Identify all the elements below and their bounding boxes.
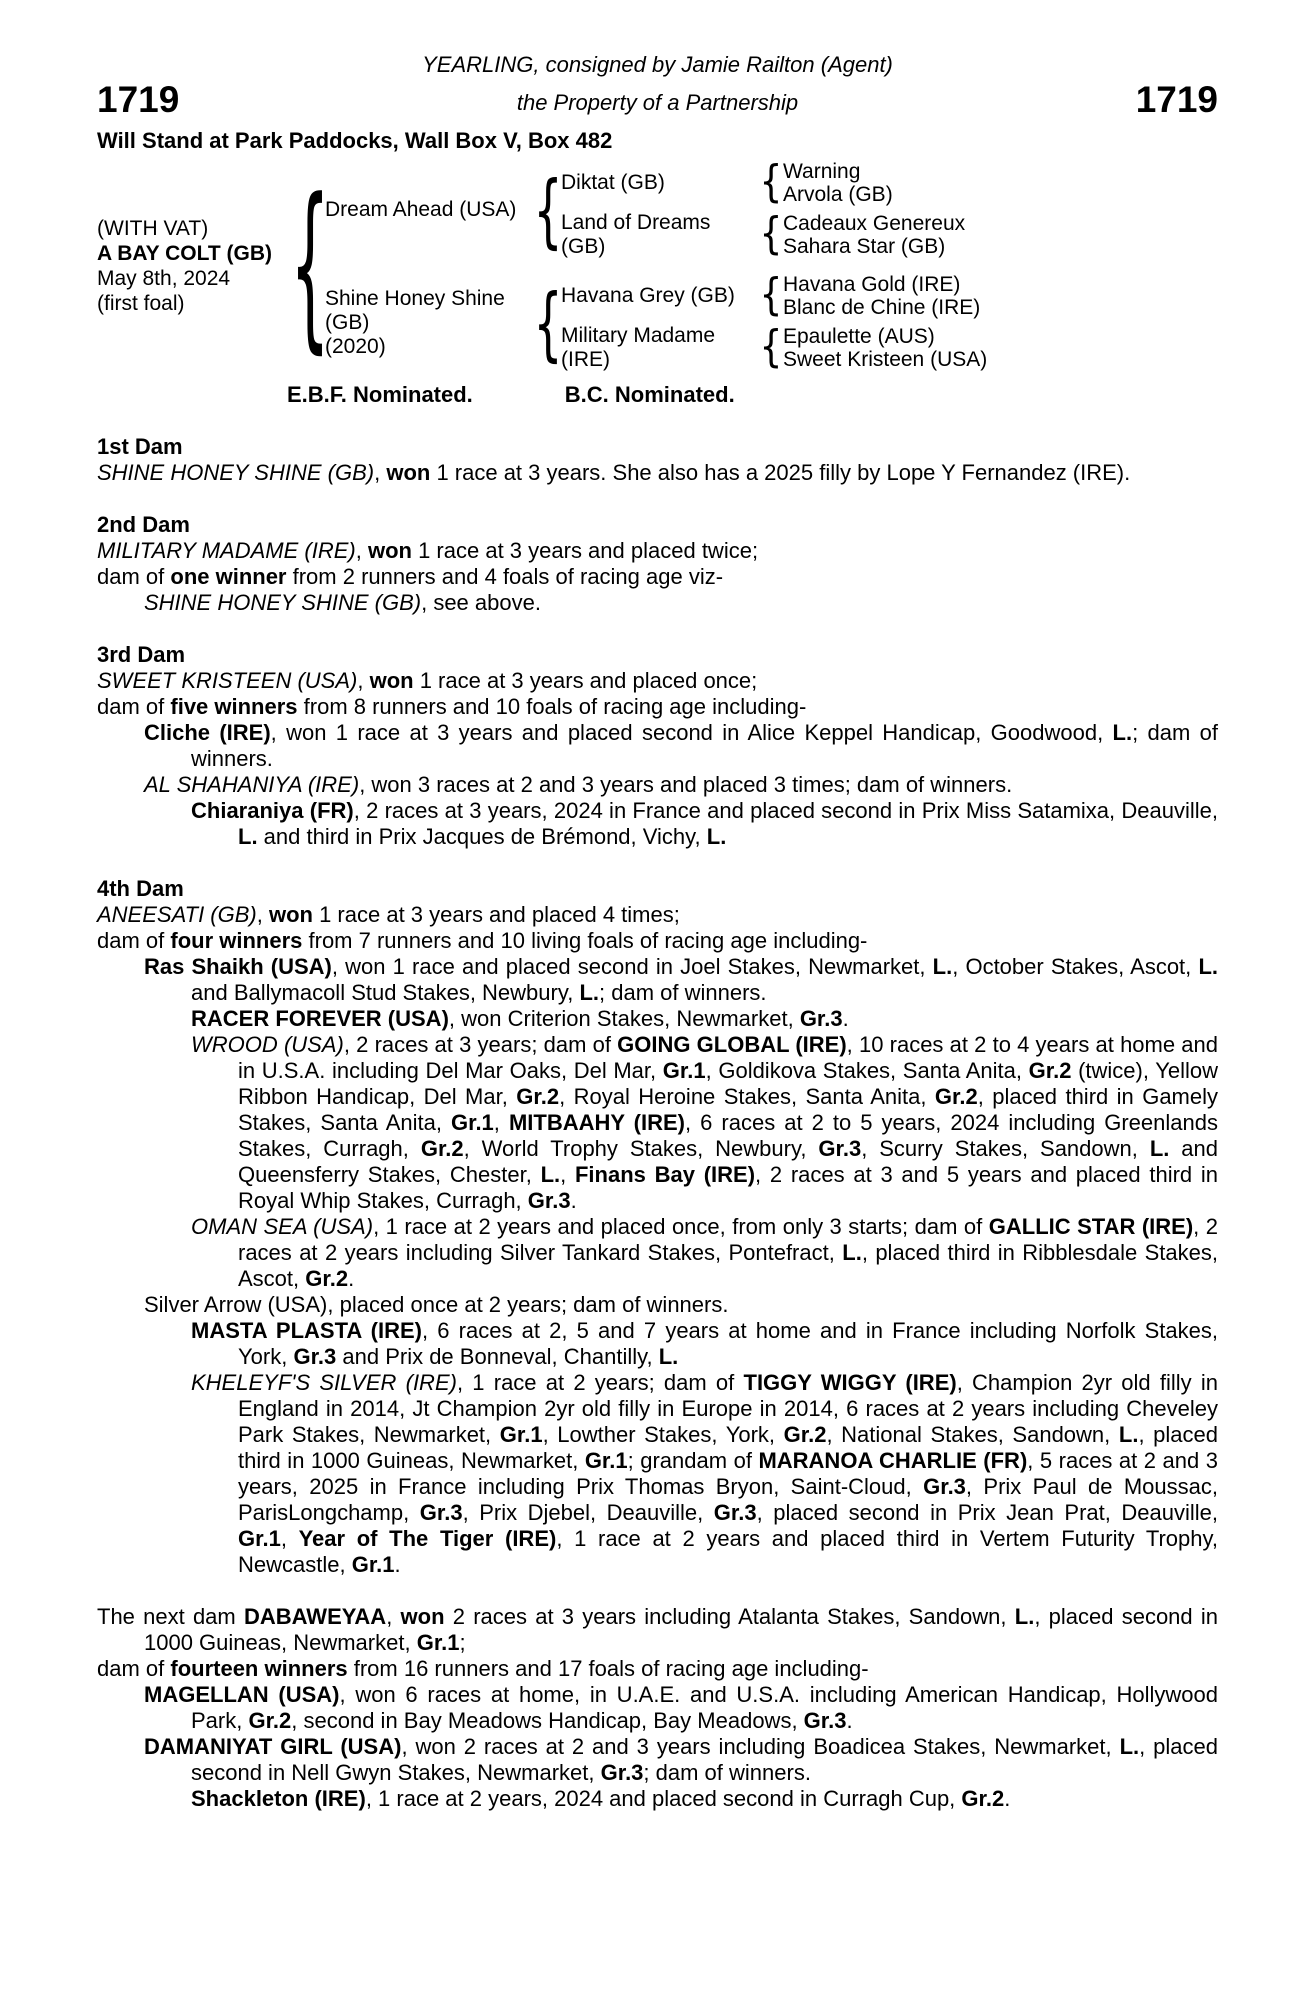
text-segment: five winners xyxy=(170,694,298,719)
pedigree-table xyxy=(97,160,1218,372)
pedigree-paragraph xyxy=(97,564,1218,590)
text-segment: L. xyxy=(932,954,953,979)
text-segment: and Prix de Bonneval, Chantilly, xyxy=(336,1344,659,1369)
text-segment: Gr.2 xyxy=(420,1136,464,1161)
text-segment: L. xyxy=(1112,720,1133,745)
text-segment: , Royal Heroine Stakes, Santa Anita, xyxy=(559,1084,935,1109)
text-segment: from 7 runners and 10 living foals of racing age including- xyxy=(302,928,868,953)
text-segment: , placed second in Prix Jean Prat, Deauville, xyxy=(756,1500,1218,1525)
text-segment: , xyxy=(374,460,387,485)
text-segment: , Goldikova Stakes, Santa Anita, xyxy=(705,1058,1029,1083)
foal-date: May 8th, 2024 xyxy=(97,266,231,290)
text-segment: , xyxy=(357,668,370,693)
text-segment: , 2 races at 3 years; dam of xyxy=(343,1032,618,1057)
bc-nomination: B.C. Nominated. xyxy=(564,382,735,407)
text-segment: ; xyxy=(459,1630,466,1655)
pedigree-paragraph xyxy=(97,1214,1218,1292)
granddam-name: Military Madame (IRE) xyxy=(561,324,716,371)
great-granddam-name: Sahara Star (GB) xyxy=(783,235,946,258)
dam-year: (2020) xyxy=(325,334,386,358)
granddam-row xyxy=(561,211,1218,259)
text-segment: , Prix Djebel, Deauville, xyxy=(462,1500,714,1525)
text-segment: , xyxy=(355,538,368,563)
section-heading: 4th Dam xyxy=(97,876,184,901)
text-segment: , 2 races at 3 and 5 years and placed third in Royal Whip Stakes, Curragh, xyxy=(238,1162,1219,1213)
text-segment: Gr.3 xyxy=(293,1344,337,1369)
text-segment: SHINE HONEY SHINE (GB) xyxy=(97,460,375,485)
text-segment: Cliche (IRE) xyxy=(144,720,271,745)
text-segment: OMAN SEA (USA) xyxy=(191,1214,374,1239)
text-segment: MAGELLAN (USA) xyxy=(144,1682,340,1707)
section-heading: 2nd Dam xyxy=(97,512,190,537)
text-segment: Gr.3 xyxy=(600,1760,644,1785)
pedigree-paragraph xyxy=(97,1734,1218,1786)
text-segment: . xyxy=(348,1266,355,1291)
text-segment: , xyxy=(256,902,269,927)
text-segment: Gr.3 xyxy=(419,1500,463,1525)
text-segment: Gr.1 xyxy=(662,1058,706,1083)
text-segment: , 1 race at 2 years, 2024 and placed second in Curragh Cup, xyxy=(365,1786,962,1811)
text-segment: won xyxy=(386,460,431,485)
grandsire-row xyxy=(561,160,1218,206)
pedigree-paragraph xyxy=(97,694,1218,720)
text-segment: , 10 races at 2 to 4 years at home and in U.S.A. including Del Mar Oaks, Del Mar, xyxy=(238,1032,1218,1083)
text-segment: The next dam xyxy=(97,1604,244,1629)
text-segment: ; dam of winners. xyxy=(643,1760,811,1785)
text-segment: four winners xyxy=(170,928,303,953)
dam-section xyxy=(97,512,1218,616)
text-segment: , xyxy=(386,1604,401,1629)
text-segment: one winner xyxy=(170,564,287,589)
text-segment: Ras Shaikh (USA) xyxy=(144,954,332,979)
text-segment: , placed third in Gamely Stakes, Santa Anita, xyxy=(238,1084,1219,1135)
text-segment: DABAWEYAA xyxy=(243,1604,387,1629)
granddam-name: Land of Dreams (GB) xyxy=(561,211,711,258)
text-segment: L. xyxy=(1198,954,1218,979)
lot-row xyxy=(97,80,1218,120)
text-segment: , won 1 race at 3 years and placed second in Alice Keppel Handicap, Goodwood, xyxy=(270,720,1113,745)
text-segment: SHINE HONEY SHINE (GB) xyxy=(144,590,422,615)
text-segment: dam of xyxy=(97,928,171,953)
pedigree-brace-icon xyxy=(759,284,783,308)
ebf-nomination: E.B.F. Nominated. xyxy=(287,382,473,407)
pedigree-brace-icon xyxy=(535,198,561,222)
text-segment: , 1 race at 2 years; dam of xyxy=(456,1370,744,1395)
text-segment: Gr.1 xyxy=(238,1526,281,1551)
text-segment: DAMANIYAT GIRL (USA) xyxy=(144,1734,402,1759)
text-segment: GOING GLOBAL (IRE) xyxy=(617,1032,847,1057)
text-segment: , 6 races at 2, 5 and 7 years at home and in France including Norfolk Stakes, York, xyxy=(238,1318,1219,1369)
text-segment: RACER FOREVER (USA) xyxy=(191,1006,449,1031)
text-segment: L. xyxy=(1014,1604,1035,1629)
text-segment: WROOD (USA) xyxy=(191,1032,344,1057)
text-segment: Gr.1 xyxy=(450,1110,494,1135)
text-segment: . xyxy=(842,1006,849,1031)
text-segment: (twice), Yellow Ribbon Handicap, Del Mar, xyxy=(238,1058,1218,1109)
text-segment: . xyxy=(570,1188,577,1213)
text-segment: MARANOA CHARLIE (FR) xyxy=(758,1448,1028,1473)
text-segment: Chiaraniya (FR) xyxy=(191,798,354,823)
text-segment: won xyxy=(268,902,313,927)
text-segment: , won 2 races at 2 and 3 years including Boadicea Stakes, Newmarket, xyxy=(401,1734,1120,1759)
text-segment: Gr.2 xyxy=(248,1708,292,1733)
text-segment: from 2 runners and 4 foals of racing age viz- xyxy=(286,564,724,589)
horse-name: A BAY COLT (GB) xyxy=(97,241,273,265)
dam-section xyxy=(97,1604,1218,1812)
text-segment: , placed second in 1000 Guineas, Newmarket, xyxy=(144,1604,1219,1655)
text-segment: dam of xyxy=(97,1656,171,1681)
text-segment: Gr.1 xyxy=(416,1630,460,1655)
text-segment: . xyxy=(846,1708,853,1733)
text-segment: Gr.2 xyxy=(961,1786,1005,1811)
pedigree-paragraph xyxy=(97,1006,1218,1032)
text-segment: 1 race at 3 years. She also has a 2025 filly by Lope Y Fernandez (IRE). xyxy=(430,460,1131,485)
text-segment: L. xyxy=(658,1344,679,1369)
text-segment: Gr.2 xyxy=(305,1266,349,1291)
text-segment: , October Stakes, Ascot, xyxy=(952,954,1199,979)
pedigree-brace-icon xyxy=(759,336,783,360)
text-segment: and Ballymacoll Stud Stakes, Newbury, xyxy=(191,980,580,1005)
pedigree-paragraph xyxy=(97,1656,1218,1682)
text-segment: , xyxy=(560,1162,575,1187)
text-segment: GALLIC STAR (IRE) xyxy=(988,1214,1194,1239)
dam-block xyxy=(325,273,1218,372)
text-segment: AL SHAHANIYA (IRE) xyxy=(144,772,360,797)
text-segment: , 5 races at 2 and 3 years, 2025 in France including Prix Thomas Bryon, Saint-Cloud, xyxy=(238,1448,1218,1499)
text-segment: Year of The Tiger (IRE) xyxy=(298,1526,557,1551)
text-segment: , 1 race at 2 years and placed third in Vertem Futurity Trophy, Newcastle, xyxy=(238,1526,1218,1577)
lot-number-right: 1719 xyxy=(1135,79,1218,120)
text-segment: . xyxy=(394,1552,401,1577)
text-segment: , placed third in Ribblesdale Stakes, Ascot, xyxy=(238,1240,1218,1291)
text-segment: SWEET KRISTEEN (USA) xyxy=(97,668,358,693)
text-segment: , National Stakes, Sandown, xyxy=(826,1422,1119,1447)
stand-location: Will Stand at Park Paddocks, Wall Box V, Box 482 xyxy=(97,128,613,153)
pedigree-paragraph xyxy=(97,954,1218,1006)
text-segment: dam of xyxy=(97,564,171,589)
text-segment: Gr.3 xyxy=(527,1188,571,1213)
text-segment: , 2 races at 3 years, 2024 in France and placed second in Prix Miss Satamixa, Deauville, xyxy=(353,798,1219,823)
pedigree-paragraph xyxy=(97,1032,1218,1214)
text-segment: 2 races at 3 years including Atalanta Stakes, Sandown, xyxy=(444,1604,1015,1629)
pedigree-text xyxy=(97,434,1218,1812)
grandsire-name: Havana Grey (GB) xyxy=(561,284,735,307)
text-segment: , xyxy=(493,1110,509,1135)
text-segment: , Lowther Stakes, York, xyxy=(542,1422,784,1447)
pedigree-paragraph xyxy=(97,1292,1218,1318)
pedigree-paragraph xyxy=(97,928,1218,954)
dam-name-text: Shine Honey Shine (GB) xyxy=(325,286,505,334)
pedigree-paragraph xyxy=(97,460,1218,486)
text-segment: L. xyxy=(540,1162,561,1187)
text-segment: 1 race at 3 years and placed once; xyxy=(413,668,758,693)
dam-name xyxy=(325,287,535,359)
dam-section xyxy=(97,876,1218,1578)
great-grandsire-name: Cadeaux Genereux xyxy=(783,212,966,235)
text-segment: L. xyxy=(1118,1422,1139,1447)
text-segment: , placed third in 1000 Guineas, Newmarket, xyxy=(238,1422,1218,1473)
section-heading: 3rd Dam xyxy=(97,642,186,667)
text-segment: 1 race at 3 years and placed 4 times; xyxy=(312,902,680,927)
great-grandsire-name: Havana Gold (IRE) xyxy=(783,273,961,296)
text-segment: won xyxy=(400,1604,445,1629)
text-segment: , won 3 races at 2 and 3 years and placed 3 times; dam of winners. xyxy=(359,772,1013,797)
text-segment: and third in Prix Jacques de Brémond, Vichy, xyxy=(257,824,707,849)
text-segment: TIGGY WIGGY (IRE) xyxy=(743,1370,957,1395)
great-grandsire-name: Epaulette (AUS) xyxy=(783,325,935,348)
pedigree-paragraph xyxy=(97,1318,1218,1370)
great-granddam-name: Blanc de Chine (IRE) xyxy=(783,296,981,319)
pedigree-paragraph xyxy=(97,902,1218,928)
text-segment: , placed second in Nell Gwyn Stakes, Newmarket, xyxy=(191,1734,1218,1785)
text-segment: , 6 races at 2 to 5 years, 2024 including Greenlands Stakes, Curragh, xyxy=(238,1110,1218,1161)
pedigree-paragraph xyxy=(97,720,1218,772)
text-segment: ; dam of winners. xyxy=(191,720,1218,771)
text-segment: Gr.3 xyxy=(713,1500,757,1525)
dam-section xyxy=(97,434,1218,486)
text-segment: Silver Arrow (USA), placed once at 2 years; dam of winners. xyxy=(144,1292,729,1317)
pedigree-paragraph xyxy=(97,590,1218,616)
sire-block xyxy=(325,160,1218,259)
text-segment: Gr.3 xyxy=(818,1136,862,1161)
text-segment: Gr.1 xyxy=(584,1448,628,1473)
lot-number-left: 1719 xyxy=(97,79,180,120)
text-segment: Finans Bay (IRE) xyxy=(574,1162,756,1187)
text-segment: , Champion 2yr old filly in England in 2014, Jt Champion 2yr old filly in Europe in 2014, 6 races at 2 years including Cheveley Park Stakes, Newmarket, xyxy=(238,1370,1219,1447)
property-line: the Property of a Partnership xyxy=(516,90,799,115)
text-segment: , see above. xyxy=(421,590,541,615)
text-segment: MASTA PLASTA (IRE) xyxy=(191,1318,422,1343)
text-segment: Shackleton (IRE) xyxy=(191,1786,366,1811)
text-segment: ; grandam of xyxy=(627,1448,759,1473)
text-segment: Gr.2 xyxy=(516,1084,560,1109)
foal-note: (first foal) xyxy=(97,291,185,315)
text-segment: , World Trophy Stakes, Newbury, xyxy=(463,1136,819,1161)
great-granddam-name: Arvola (GB) xyxy=(783,183,893,206)
pedigree-brace-icon xyxy=(759,223,783,247)
section-heading: 1st Dam xyxy=(97,434,183,459)
text-segment: Gr.3 xyxy=(799,1006,843,1031)
text-segment: L. xyxy=(238,824,258,849)
text-segment: and Queensferry Stakes, Chester, xyxy=(238,1136,1219,1187)
text-segment: L. xyxy=(1119,1734,1140,1759)
text-segment: won xyxy=(369,668,414,693)
text-segment: 1 race at 3 years and placed twice; xyxy=(411,538,759,563)
text-segment: Gr.3 xyxy=(803,1708,847,1733)
colt-details xyxy=(97,216,295,317)
text-segment: , Prix Paul de Moussac, ParisLongchamp, xyxy=(238,1474,1218,1525)
pedigree-paragraph xyxy=(97,798,1218,850)
text-segment: , won 6 races at home, in U.A.E. and U.S.A. including American Handicap, Hollywood Park, xyxy=(191,1682,1218,1733)
text-segment: from 8 runners and 10 foals of racing age including- xyxy=(297,694,807,719)
grandsire-name: Diktat (GB) xyxy=(561,171,665,194)
text-segment: ; dam of winners. xyxy=(599,980,767,1005)
pedigree-paragraph xyxy=(97,668,1218,694)
text-segment: from 16 runners and 17 foals of racing age including- xyxy=(347,1656,869,1681)
text-segment: Gr.2 xyxy=(783,1422,827,1447)
pedigree-brace-icon xyxy=(295,254,325,278)
great-grandsire-name: Warning xyxy=(783,160,861,183)
nominations-line xyxy=(97,382,1218,408)
dam-section xyxy=(97,642,1218,850)
text-segment: dam of xyxy=(97,694,171,719)
text-segment: L. xyxy=(1149,1136,1170,1161)
text-segment: , xyxy=(280,1526,299,1551)
sire-name: Dream Ahead (USA) xyxy=(325,197,517,221)
consignment-line: YEARLING, consigned by Jamie Railton (Agent) xyxy=(422,52,893,77)
text-segment: ANEESATI (GB) xyxy=(97,902,257,927)
text-segment: L. xyxy=(579,980,599,1005)
text-segment: , 2 races at 2 years including Silver Tankard Stakes, Pontefract, xyxy=(238,1214,1218,1265)
text-segment: MITBAAHY (IRE) xyxy=(508,1110,685,1135)
text-segment: L. xyxy=(842,1240,862,1265)
text-segment: . xyxy=(1004,1786,1011,1811)
text-segment: fourteen winners xyxy=(170,1656,348,1681)
pedigree-paragraph xyxy=(97,1604,1218,1656)
vat-note: (WITH VAT) xyxy=(97,216,209,240)
text-segment: , won Criterion Stakes, Newmarket, xyxy=(448,1006,800,1031)
pedigree-paragraph xyxy=(97,538,1218,564)
text-segment: Gr.1 xyxy=(351,1552,395,1577)
grandsire-row xyxy=(561,273,1218,319)
pedigree-brace-icon xyxy=(759,171,783,195)
pedigree-paragraph xyxy=(97,772,1218,798)
text-segment: , Scurry Stakes, Sandown, xyxy=(861,1136,1150,1161)
pedigree-parents xyxy=(325,160,1218,372)
text-segment: Gr.2 xyxy=(1028,1058,1072,1083)
pedigree-paragraph xyxy=(97,1682,1218,1734)
text-segment: , 1 race at 2 years and placed once, from only 3 starts; dam of xyxy=(373,1214,989,1239)
pedigree-paragraph xyxy=(97,1786,1218,1812)
text-segment: Gr.3 xyxy=(923,1474,966,1499)
pedigree-paragraph xyxy=(97,1370,1218,1578)
granddam-row xyxy=(561,324,1218,372)
text-segment: KHELEYF'S SILVER (IRE) xyxy=(191,1370,457,1395)
text-segment: Gr.2 xyxy=(934,1084,978,1109)
great-granddam-name: Sweet Kristeen (USA) xyxy=(783,348,988,371)
text-segment: , won 1 race and placed second in Joel Stakes, Newmarket, xyxy=(331,954,933,979)
text-segment: MILITARY MADAME (IRE) xyxy=(97,538,356,563)
text-segment: won xyxy=(367,538,412,563)
text-segment: Gr.1 xyxy=(499,1422,543,1447)
pedigree-brace-icon xyxy=(535,311,561,335)
text-segment: , second in Bay Meadows Handicap, Bay Meadows, xyxy=(291,1708,804,1733)
text-segment: L. xyxy=(706,824,727,849)
